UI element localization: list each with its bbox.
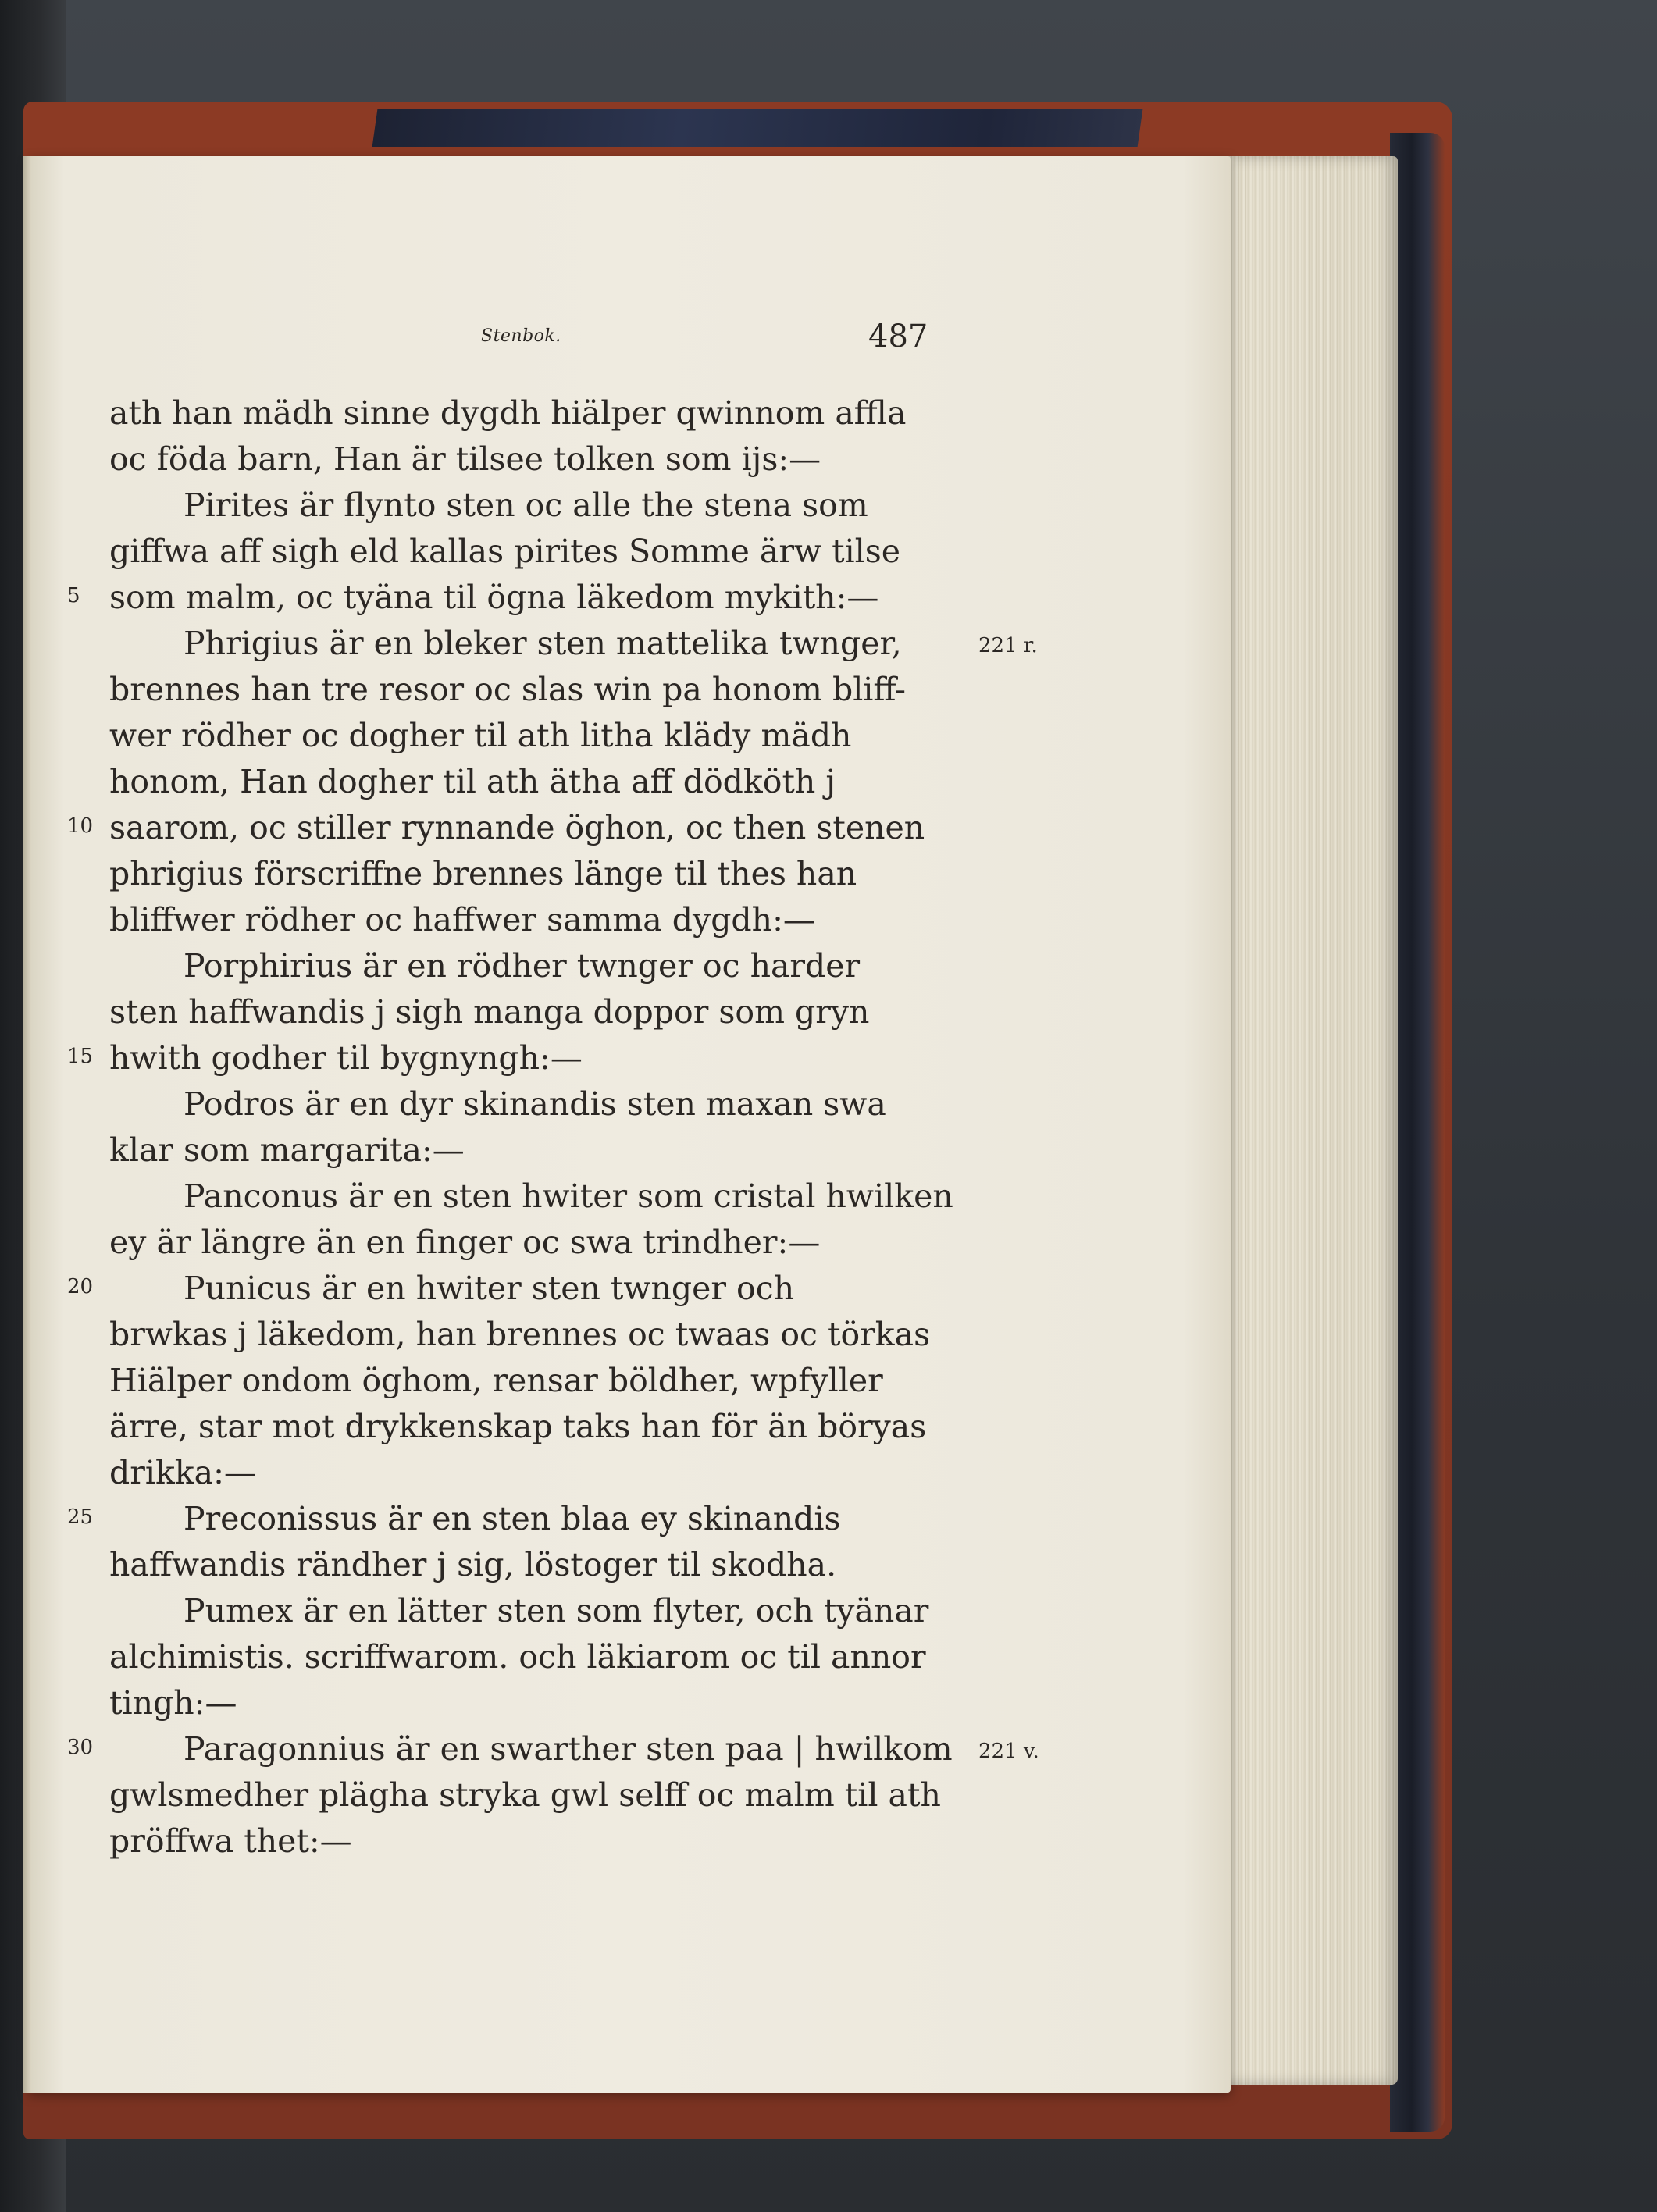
text-line: haffwandis rändher j sig, löstoger til skodha. <box>109 1546 837 1583</box>
text-line: bliffwer rödher oc haffwer samma dygdh:— <box>109 901 815 939</box>
text-line: ärre, star mot drykkenskap taks han för än böryas <box>109 1408 927 1445</box>
text-line: tingh:— <box>109 1684 237 1722</box>
running-title: Stenbok. <box>481 326 561 346</box>
text-line: ey är längre än en finger oc swa trindher:— <box>109 1224 821 1261</box>
text-line: giffwa aff sigh eld kallas pirites Somme ärw tilse <box>109 533 901 570</box>
text-line: alchimistis. scriffwarom. och läkiarom oc til annor <box>109 1638 926 1676</box>
page-gutter <box>23 156 31 2093</box>
text-line: Panconus är en sten hwiter som cristal hwilken <box>184 1177 953 1215</box>
text-line: Hiälper ondom öghom, rensar böldher, wpfyller <box>109 1362 883 1399</box>
text-line: drikka:— <box>109 1454 256 1491</box>
text-line: Podros är en dyr skinandis sten maxan swa <box>184 1085 886 1123</box>
text-line: som malm, oc tyäna til ögna läkedom mykith:— <box>109 579 879 616</box>
margin-note: 221 v. <box>978 1740 1039 1763</box>
book-spine <box>1390 133 1445 2132</box>
line-number: 25 <box>67 1505 94 1529</box>
text-line: gwlsmedher plägha stryka gwl selff oc malm til ath <box>109 1776 941 1814</box>
cover-spine-top <box>372 109 1143 147</box>
text-line: hwith godher til bygnyngh:— <box>109 1039 583 1077</box>
page-edges <box>1218 156 1398 2085</box>
line-number: 15 <box>67 1045 94 1068</box>
text-line: ath han mädh sinne dygdh hiälper qwinnom affla <box>109 394 907 432</box>
text-line: klar som margarita:— <box>109 1131 465 1169</box>
text-line: Pumex är en lätter sten som flyter, och tyänar <box>184 1592 929 1630</box>
line-number: 5 <box>67 584 80 607</box>
text-line: brwkas j läkedom, han brennes oc twaas oc törkas <box>109 1316 931 1353</box>
text-line: brennes han tre resor oc slas win pa honom bliff- <box>109 671 906 708</box>
line-number: 30 <box>67 1736 94 1759</box>
text-line: honom, Han dogher til ath ätha aff dödköth j <box>109 763 836 800</box>
line-number: 10 <box>67 814 94 838</box>
text-line: Phrigius är en bleker sten mattelika twnger, <box>184 625 902 662</box>
text-line: Paragonnius är en swarther sten paa | hwilkom <box>184 1730 953 1768</box>
text-line: phrigius förscriffne brennes länge til thes han <box>109 855 857 892</box>
text-line: Punicus är en hwiter sten twnger och <box>184 1270 795 1307</box>
text-line: Pirites är flynto sten oc alle the stena som <box>184 486 868 524</box>
text-line: wer rödher oc dogher til ath litha klädy mädh <box>109 717 852 754</box>
text-line: pröffwa thet:— <box>109 1822 352 1860</box>
text-line: saarom, oc stiller rynnande öghon, oc then stenen <box>109 809 925 846</box>
text-line: Porphirius är en rödher twnger oc harder <box>184 947 861 985</box>
text-line: oc föda barn, Han är tilsee tolken som ijs:— <box>109 440 821 478</box>
page-number: 487 <box>868 319 928 354</box>
text-line: Preconissus är en sten blaa ey skinandis <box>184 1500 841 1537</box>
text-line: sten haffwandis j sigh manga doppor som gryn <box>109 993 870 1031</box>
line-number: 20 <box>67 1275 94 1298</box>
margin-note: 221 r. <box>978 634 1038 657</box>
